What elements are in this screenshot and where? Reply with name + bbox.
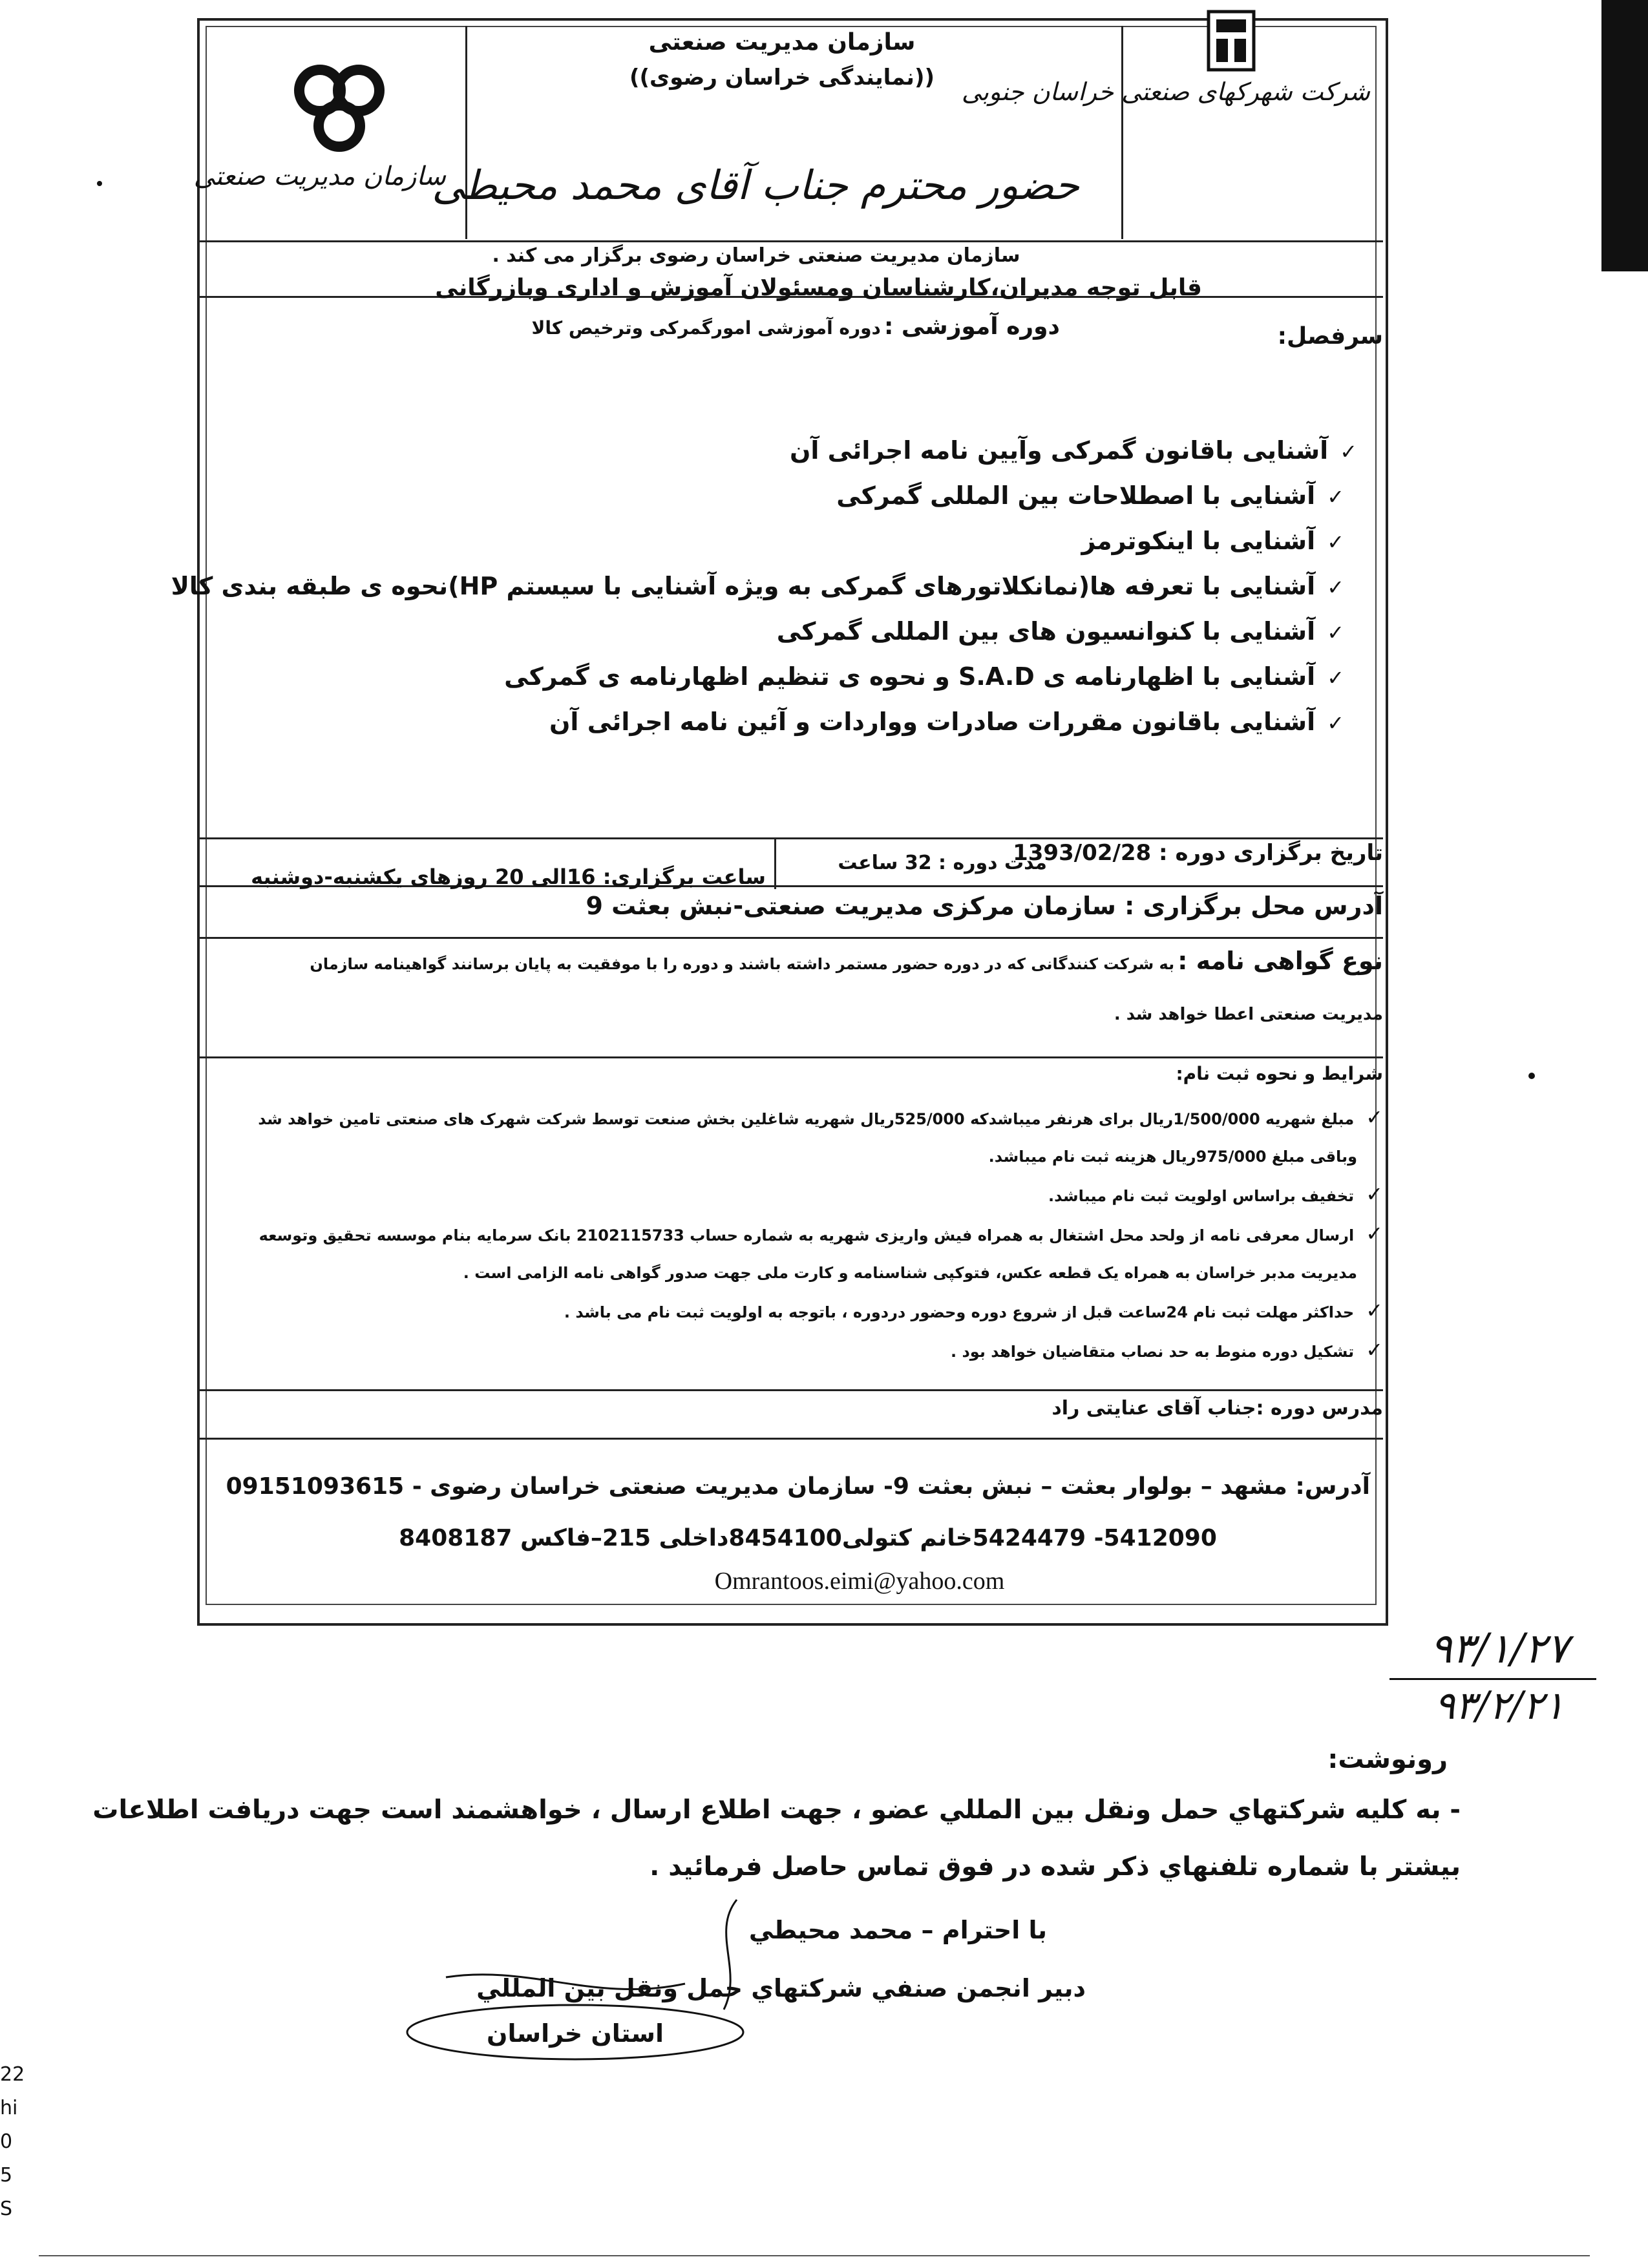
course-duration: مدت دوره : 32 ساعت [838, 852, 1047, 874]
syllabus-item: ✓آشنایی با اینکوترمز [1081, 527, 1344, 555]
time-label: ساعت برگزاری: [602, 865, 766, 889]
cover-note-label: رونوشت: [1327, 1745, 1448, 1774]
checkmark-icon: ✓ [1327, 485, 1344, 509]
syllabus-item: ✓آشنایی با تعرفه ها(نمانکلاتورهای گمرکی به ویژه آشنایی با سیستم HP)نحوه ی طبقه بندی کالا [171, 572, 1344, 600]
handwritten-date-1: ۹۳/۱/۲۷ [1430, 1625, 1569, 1673]
registration-item: ✓حداکثر مهلت ثبت نام 24ساعت قبل از شروع دوره وحضور دردوره ، باتوجه به اولویت ثبت نام می باشد . [564, 1298, 1383, 1323]
course-line [531, 313, 1060, 340]
registration-item: وباقی مبلغ 975/000ریال هزینه ثبت نام میباشد. [988, 1148, 1357, 1166]
checkmark-icon: ✓ [1366, 1221, 1383, 1246]
checkmark-icon: ✓ [1327, 575, 1344, 600]
signature-scribble-icon [362, 1893, 763, 2081]
registration-list [259, 1098, 1383, 1370]
course-time [251, 865, 766, 889]
margin-fragments: 22 hi 0 5 S [0, 2063, 25, 2220]
org-logo-icon [278, 58, 401, 155]
syllabus-list [171, 436, 1357, 753]
cover-note-line2: بیشتر با شماره تلفنهاي ذکر شده در فوق تماس حاصل فرمائید . [650, 1852, 1461, 1882]
left-logo-caption: سازمان مدیریت صنعتی [193, 162, 446, 191]
instructor-top-rule [197, 1389, 1383, 1391]
registration-item: ✓مبلغ شهریه 1/500/000ریال برای هرنفر میباشدکه 525/000ریال شهریه شاغلین بخش صنعت توسط شرکت شهرک های صنعتی تامین خواهد شد [258, 1105, 1383, 1129]
header-divider-right [1121, 26, 1123, 239]
certificate-line2: مدیریت صنعتی اعطا خواهد شد . [1114, 1005, 1383, 1024]
left-logo [278, 58, 401, 155]
registration-label: شرایط و نحوه ثبت نام: [1176, 1063, 1383, 1084]
registration-item: ✓تخفیف براساس اولویت ثبت نام میباشد. [1048, 1182, 1383, 1206]
checkmark-icon: ✓ [1366, 1182, 1383, 1206]
venue-label: آدرس محل برگزاری : [1125, 892, 1383, 920]
signature-region: استان خراسان [487, 2019, 664, 2048]
org-subtitle: ((نمایندگی خراسان رضوی)) [629, 65, 935, 90]
checkmark-icon: ✓ [1366, 1338, 1383, 1362]
handwritten-underline [1389, 1678, 1596, 1680]
checkmark-icon: ✓ [1327, 530, 1344, 554]
org-title: سازمان مدیریت صنعتی [648, 29, 916, 56]
signature-title: دبیر انجمن صنفي شرکتهاي حمل ونقل بین المللي [476, 1974, 1086, 2002]
venue-rule [197, 937, 1383, 939]
building-emblem-icon [1202, 5, 1260, 76]
venue-row [530, 892, 1383, 920]
cover-note-line1: - به کلیه شرکتهاي حمل ونقل بین المللي عضو ، جهت اطلاع ارسال ، خواهشمند است جهت دریافت اطلاعات [92, 1795, 1461, 1825]
checkmark-icon: ✓ [1366, 1298, 1383, 1323]
right-logo-caption: شرکت شهرکهای صنعتی خراسان جنوبی [961, 78, 1370, 106]
address-value: مشهد – بولوار بعثت – نبش بعثت 9- سازمان مدیریت صنعتی خراسان رضوی - 09151093615 [226, 1473, 1287, 1500]
scan-bottom-line [39, 2255, 1590, 2256]
date-value: 1393/02/28 [1013, 840, 1152, 866]
scan-edge-mark [1601, 0, 1648, 271]
handwritten-date-2: ۹۳/۲/۲۱ [1434, 1683, 1565, 1728]
instructor-name: مدرس دوره :جناب آقای عنایتی راد [1051, 1397, 1383, 1420]
scan-speck [97, 181, 102, 186]
syllabus-label: سرفصل: [1277, 323, 1383, 350]
certificate-rule [197, 1056, 1383, 1058]
certificate-label: نوع گواهی نامه : [1178, 947, 1383, 975]
registration-item: مدیریت مدبر خراسان به همراه یک قطعه عکس، فتوکپی شناسنامه و کارت ملی جهت صدور گواهی نامه الزامی است . [463, 1264, 1357, 1282]
address-label: آدرس: [1295, 1473, 1370, 1500]
checkmark-icon: ✓ [1366, 1105, 1383, 1129]
syllabus-item: ✓آشنایی با کنوانسیون های بین المللی گمرکی [776, 617, 1344, 646]
announcement-line2: قابل توجه مدیران،کارشناسان ومسئولان آموزش و اداری وبازرگانی [435, 275, 1202, 301]
course-label: دوره آموزشی : [883, 313, 1060, 340]
syllabus-item: ✓آشنایی باقانون مقررات صادرات وواردات و آئین نامه اجرائی آن [549, 708, 1344, 736]
checkmark-icon: ✓ [1327, 620, 1344, 645]
schedule-divider [774, 837, 776, 889]
signature-regards: با احترام – محمد محیطي [748, 1916, 1047, 1944]
header-bottom-rule [197, 240, 1383, 242]
syllabus-item: ✓آشنایی با اظهارنامه ی S.A.D و نحوه ی تنظیم اظهارنامه ی گمرکی [504, 662, 1344, 691]
certificate-row [271, 947, 1383, 975]
checkmark-icon: ✓ [1327, 711, 1344, 735]
checkmark-icon: ✓ [1327, 666, 1344, 690]
syllabus-item: ✓آشنایی با اصطلاحات بین المللی گمرکی [836, 481, 1344, 510]
contact-email[interactable]: Omrantoos.eimi@yahoo.com [714, 1568, 1005, 1595]
contact-phones: 5412090- 5424479خانم کتولی8454100داخلی 215–فاکس 8408187 [399, 1525, 1217, 1551]
checkmark-icon: ✓ [1340, 439, 1357, 464]
time-value: 16الی 20 روزهای یکشنبه-دوشنبه [251, 865, 596, 889]
announcement-line1: سازمان مدیریت صنعتی خراسان رضوی برگزار می کند . [492, 244, 1020, 267]
certificate-line1: به شرکت کنندگانی که در دوره حضور مستمر داشته باشند و دوره را با موفقیت به پایان برسانند گواهینامه سازمان [310, 955, 1175, 973]
registration-item: ✓تشکیل دوره منوط به حد نصاب متقاضیان خواهد بود . [951, 1338, 1383, 1362]
scan-speck [1528, 1073, 1535, 1079]
instructor-bottom-rule [197, 1438, 1383, 1440]
recipient-handwritten: حضور محترم جناب آقای محمد محیطی [432, 162, 1079, 209]
syllabus-item: ✓آشنایی باقانون گمرکی وآیین نامه اجرائی آن [789, 436, 1357, 465]
date-label: تاریخ برگزاری دوره : [1159, 840, 1383, 866]
contact-address [226, 1473, 1370, 1500]
registration-item: ✓ارسال معرفی نامه از ولحد محل اشتغال به همراه فیش واریزی شهریه به شماره حساب 2102115733 بانک سرمایه بنام موسسه تحقیق وتوسعه [259, 1221, 1383, 1246]
schedule-top-rule [197, 837, 1383, 839]
course-name: دوره آموزشی امورگمرکی وترخیص کالا [531, 317, 881, 339]
venue-value: سازمان مرکزی مدیریت صنعتی-نبش بعثت 9 [586, 892, 1116, 920]
right-logo [1202, 5, 1260, 76]
